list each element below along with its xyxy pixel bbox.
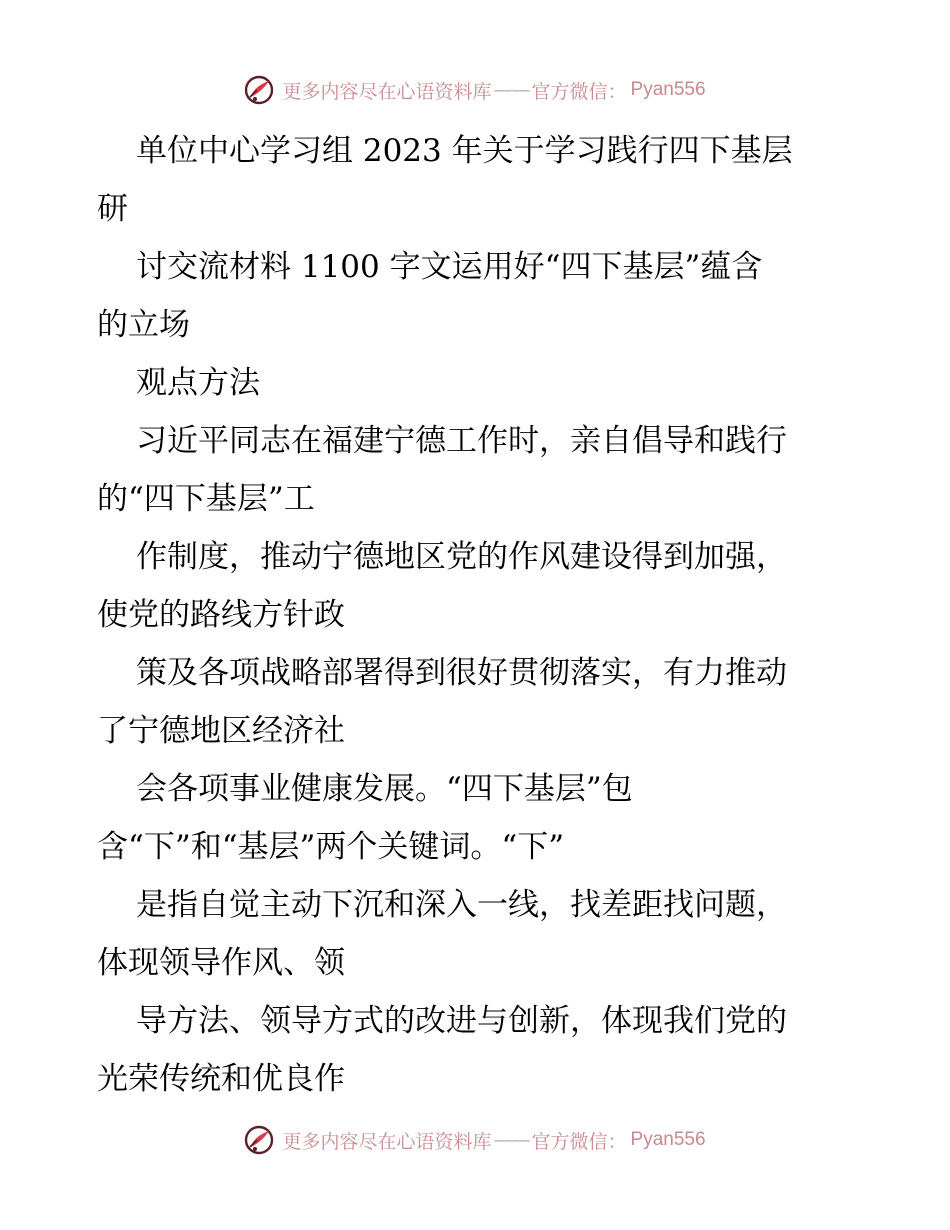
quill-pen-circle-icon (244, 75, 274, 105)
body-line: 是指自觉主动下沉和深入一线，找差距找问题， (136, 887, 787, 923)
body-line: 策及各项战略部署得到很好贯彻落实，有力推动 (136, 655, 787, 691)
header-dash: —— (493, 79, 530, 101)
document-body (0, 122, 950, 1108)
body-line: 习近平同志在福建宁德工作时，亲自倡导和践行 (136, 423, 787, 459)
body-line: 的“四下基层”工 (97, 481, 315, 517)
footer-separator: ： (607, 1130, 627, 1153)
header-separator: ： (607, 80, 627, 103)
body-line: 的立场 (97, 307, 190, 343)
body-line: 研 (97, 191, 128, 227)
body-line: 单位中心学习组 2023 年关于学习践行四下基层 (136, 133, 793, 169)
footer-banner (0, 1122, 950, 1158)
body-line: 含“下”和“基层”两个关键词。“下” (97, 829, 565, 865)
body-line: 讨交流材料 1100 字文运用好“四下基层”蕴含 (136, 249, 763, 285)
header-banner (0, 72, 950, 108)
body-line: 导方法、领导方式的改进与创新，体现我们党的 (136, 1003, 787, 1039)
body-line: 作制度，推动宁德地区党的作风建设得到加强， (136, 539, 787, 575)
body-line: 体现领导作风、领 (97, 945, 345, 981)
header-official-label: 官方微信 (531, 80, 608, 103)
header-wechat-id: Pyan556 (630, 79, 706, 100)
footer-brand-text: 更多内容尽在心语资料库 (282, 1130, 492, 1153)
footer-wechat-id: Pyan556 (630, 1129, 706, 1150)
body-line: 观点方法 (136, 365, 260, 401)
footer-official-label: 官方微信 (531, 1130, 608, 1153)
quill-pen-circle-icon (244, 1125, 274, 1155)
body-line: 了宁德地区经济社 (97, 713, 345, 749)
footer-dash: —— (493, 1129, 530, 1151)
body-line: 光荣传统和优良作 (97, 1061, 345, 1097)
header-brand-text: 更多内容尽在心语资料库 (282, 80, 492, 103)
body-line: 使党的路线方针政 (97, 597, 345, 633)
body-line: 会各项事业健康发展。“四下基层”包 (136, 771, 633, 807)
